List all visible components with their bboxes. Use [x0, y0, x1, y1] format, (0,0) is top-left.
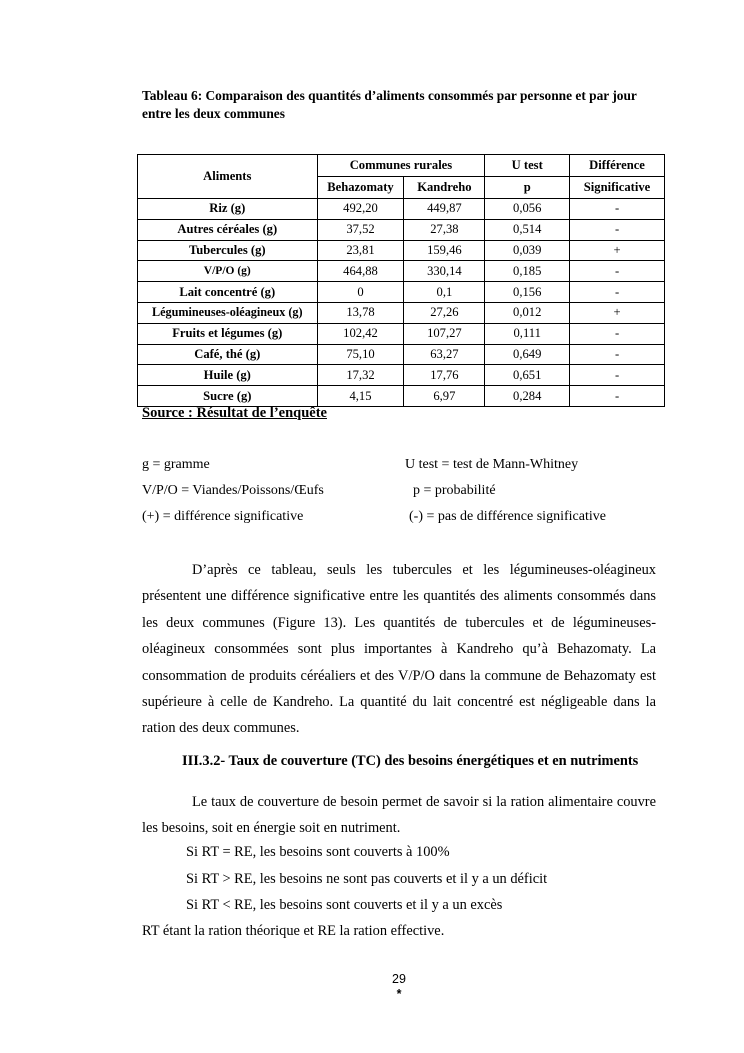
- legend-plus: (+) = différence significative: [142, 509, 304, 524]
- p-cell: 0,156: [485, 282, 570, 303]
- table-source: Source : Résultat de l’enquête: [142, 405, 327, 421]
- diff-cell: -: [570, 219, 665, 240]
- diff-cell: -: [570, 323, 665, 344]
- food-cell: Sucre (g): [138, 386, 318, 407]
- food-cell: Lait concentré (g): [138, 282, 318, 303]
- diff-cell: -: [570, 282, 665, 303]
- food-cell: Fruits et légumes (g): [138, 323, 318, 344]
- legend-p: p = probabilité: [413, 483, 496, 498]
- behazomaty-cell: 13,78: [317, 302, 404, 323]
- table-row: [138, 302, 665, 323]
- table-row: [138, 240, 665, 261]
- diff-cell: -: [570, 199, 665, 220]
- table-row: [138, 365, 665, 386]
- behazomaty-cell: 37,52: [317, 219, 404, 240]
- condition-line: Si RT = RE, les besoins sont couverts à 100%: [186, 844, 450, 860]
- table-row: [138, 344, 665, 365]
- behazomaty-cell: 4,15: [317, 386, 404, 407]
- table-row: [138, 282, 665, 303]
- kandreho-cell: 17,76: [404, 365, 485, 386]
- food-cell: V/P/O (g): [138, 261, 318, 282]
- header-diff-1: Différence: [570, 155, 665, 177]
- condition-line: Si RT < RE, les besoins sont couverts et il y a un excès: [186, 897, 503, 913]
- diff-cell: -: [570, 344, 665, 365]
- behazomaty-cell: 17,32: [317, 365, 404, 386]
- diff-cell: +: [570, 240, 665, 261]
- table-caption: Tableau 6: Comparaison des quantités d’aliments consommés par personne et par jour entre les deux communes: [142, 88, 637, 121]
- behazomaty-cell: 23,81: [317, 240, 404, 261]
- diff-cell: +: [570, 302, 665, 323]
- p-cell: 0,651: [485, 365, 570, 386]
- page-number: [0, 972, 744, 1002]
- kandreho-cell: 27,38: [404, 219, 485, 240]
- paragraph-text: D’après ce tableau, seuls les tubercules et les légumineuses-oléagineux présentent une différence significative entre les quantités des aliments consommés dans les deux communes (Figure 13). Les quantités de tubercules et de légumineuses-oléagineux consommées sont plus importantes à Kandreho qu’à Behazomaty. La consommation de produits céréaliers et des V/P/O dans la commune de Behazomaty est supérieure à celle de Kandreho. La quantité du lait concentré est négligeable dans la ration des deux communes.: [142, 562, 656, 737]
- header-aliments: Aliments: [138, 155, 318, 199]
- food-cell: Légumineuses-oléagineux (g): [138, 302, 318, 323]
- kandreho-cell: 449,87: [404, 199, 485, 220]
- behazomaty-cell: 492,20: [317, 199, 404, 220]
- p-cell: 0,012: [485, 302, 570, 323]
- header-communes: Communes rurales: [317, 155, 485, 177]
- kandreho-cell: 0,1: [404, 282, 485, 303]
- table-row: [138, 323, 665, 344]
- behazomaty-cell: 464,88: [317, 261, 404, 282]
- p-cell: 0,514: [485, 219, 570, 240]
- paragraph-text: Le taux de couverture de besoin permet de savoir si la ration alimentaire couvre les besoins, soit en énergie soit en nutriment.: [142, 794, 656, 837]
- behazomaty-cell: 0: [317, 282, 404, 303]
- food-cell: Huile (g): [138, 365, 318, 386]
- table-row: [138, 199, 665, 220]
- header-kandreho: Kandreho: [404, 177, 485, 199]
- kandreho-cell: 159,46: [404, 240, 485, 261]
- diff-cell: -: [570, 365, 665, 386]
- condition-line: Si RT > RE, les besoins ne sont pas couverts et il y a un déficit: [186, 871, 548, 887]
- header-diff-2: Significative: [570, 177, 665, 199]
- section-heading-text: III.3.2- Taux de couverture (TC) des besoins énergétiques et en nutriments: [182, 753, 639, 769]
- paragraph-coverage: [142, 789, 656, 842]
- behazomaty-cell: 75,10: [317, 344, 404, 365]
- p-cell: 0,111: [485, 323, 570, 344]
- p-cell: 0,185: [485, 261, 570, 282]
- closing-line: RT étant la ration théorique et RE la ration effective.: [142, 923, 445, 939]
- paragraph-analysis: [142, 557, 656, 742]
- kandreho-cell: 27,26: [404, 302, 485, 323]
- p-cell: 0,056: [485, 199, 570, 220]
- food-cell: Tubercules (g): [138, 240, 318, 261]
- behazomaty-cell: 102,42: [317, 323, 404, 344]
- food-cell: Café, thé (g): [138, 344, 318, 365]
- diff-cell: -: [570, 386, 665, 407]
- p-cell: 0,649: [485, 344, 570, 365]
- section-heading: [142, 752, 656, 771]
- food-cell: Riz (g): [138, 199, 318, 220]
- p-cell: 0,284: [485, 386, 570, 407]
- header-p: p: [485, 177, 570, 199]
- legend-gram: g = gramme: [142, 457, 210, 472]
- page-mark: *: [396, 987, 402, 1001]
- table-row: [138, 219, 665, 240]
- food-cell: Autres céréales (g): [138, 219, 318, 240]
- page-number-text: 29: [392, 972, 406, 986]
- p-cell: 0,039: [485, 240, 570, 261]
- food-comparison-table: [137, 154, 665, 407]
- header-utest: U test: [485, 155, 570, 177]
- table-row: [138, 261, 665, 282]
- legend-vpo: V/P/O = Viandes/Poissons/Œufs: [142, 483, 324, 498]
- legend-utest: U test = test de Mann-Whitney: [405, 457, 579, 472]
- kandreho-cell: 63,27: [404, 344, 485, 365]
- kandreho-cell: 330,14: [404, 261, 485, 282]
- header-behazomaty: Behazomaty: [317, 177, 404, 199]
- legend-minus: (-) = pas de différence significative: [409, 509, 606, 524]
- kandreho-cell: 107,27: [404, 323, 485, 344]
- diff-cell: -: [570, 261, 665, 282]
- kandreho-cell: 6,97: [404, 386, 485, 407]
- table-row: [138, 386, 665, 407]
